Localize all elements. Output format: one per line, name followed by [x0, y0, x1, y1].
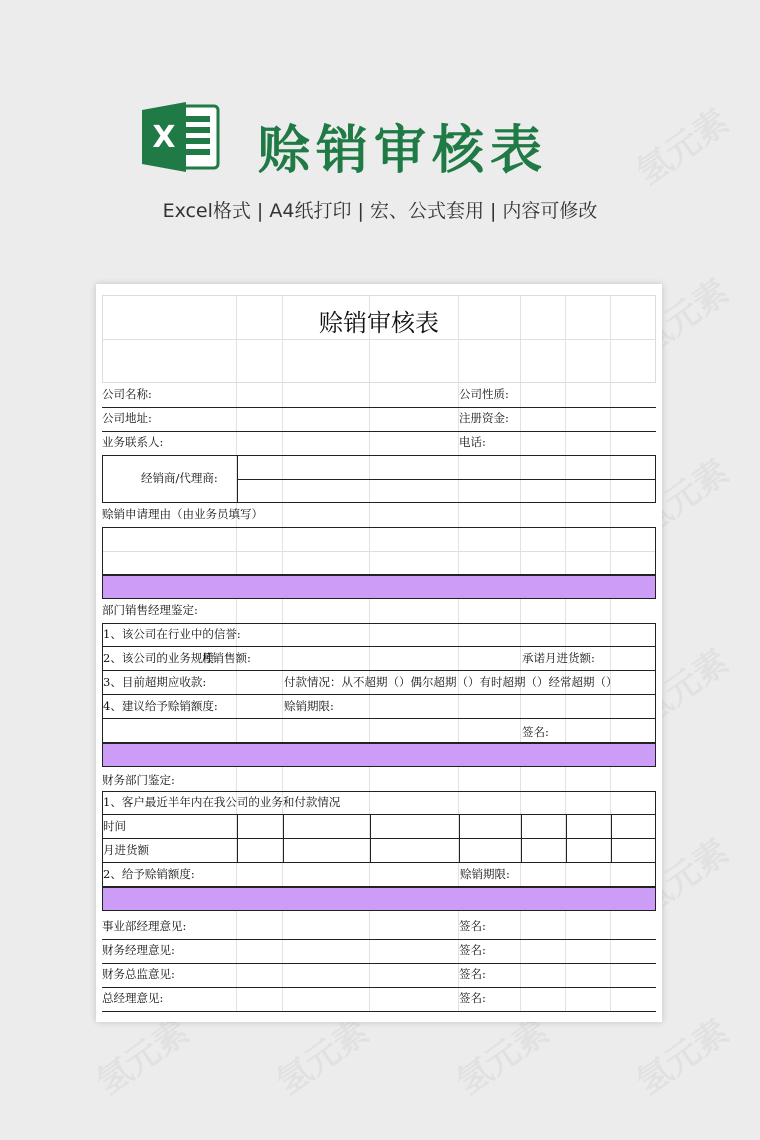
dealer-block: [102, 455, 656, 503]
payment-status-label: 付款情况：从不超期（）偶尔超期（）有时超期（）经常超期（）: [284, 675, 618, 689]
row-finance: [102, 767, 656, 791]
month-stock-label: 月进货额: [103, 843, 149, 857]
monthly-sales-label: 月销售额:: [201, 651, 251, 665]
credit-term-label-2: 赊销期限:: [460, 867, 510, 881]
q1-label: 1、该公司在行业中的信誉:: [103, 627, 241, 641]
company-address-label: 公司地址:: [102, 411, 152, 425]
row-gm: [102, 987, 656, 1012]
row-f2: [102, 863, 656, 887]
row-month-stock: [102, 839, 656, 863]
reason-box: [102, 527, 656, 575]
form-title: 赊销审核表: [319, 309, 439, 337]
spreadsheet-preview: [96, 284, 662, 1022]
time-label: 时间: [103, 819, 126, 833]
company-type-label: 公司性质:: [459, 387, 509, 401]
gm-label: 总经理意见:: [102, 991, 164, 1005]
phone-label: 电话:: [459, 435, 486, 449]
sign-label-2: 签名:: [459, 919, 486, 933]
row-fin-manager: [102, 939, 656, 964]
section-band-2: [102, 743, 656, 767]
row-reason: [102, 503, 656, 528]
row-company-address: [102, 407, 656, 432]
row-company-name: [102, 383, 656, 408]
row-fin-director: [102, 963, 656, 988]
sign-label-1: 签名:: [522, 725, 549, 739]
row-q1: [102, 623, 656, 647]
f1-label: 1、客户最近半年内在我公司的业务和付款情况: [103, 795, 341, 809]
f2-label: 2、给予赊销额度:: [103, 867, 195, 881]
row-sales-manager: [102, 599, 656, 624]
row-f1: [102, 791, 656, 815]
finance-dept-label: 财务部门鉴定:: [102, 773, 175, 787]
section-band-1: [102, 575, 656, 599]
feature-subtitle: Excel格式 | A4纸打印 | 宏、公式套用 | 内容可修改: [162, 200, 598, 222]
row-q2: [102, 647, 656, 671]
registered-capital-label: 注册资金:: [459, 411, 509, 425]
row-contact: [102, 431, 656, 456]
row-q3: [102, 671, 656, 695]
credit-term-label: 赊销期限:: [284, 699, 334, 713]
business-contact-label: 业务联系人:: [102, 435, 164, 449]
q3-label: 3、目前超期应收款:: [103, 675, 207, 689]
row-time: [102, 815, 656, 839]
monthly-stock-label: 承诺月进货额:: [522, 651, 595, 665]
fin-director-label: 财务总监意见:: [102, 967, 175, 981]
biz-manager-label: 事业部经理意见:: [102, 919, 187, 933]
sales-manager-label: 部门销售经理鉴定:: [102, 603, 198, 617]
row-biz-manager: [102, 915, 656, 940]
sign-label-5: 签名:: [459, 991, 486, 1005]
row-sign-1: [102, 719, 656, 743]
q2-label: 2、该公司的业务规模: [103, 651, 214, 665]
reason-label: 赊销申请理由（由业务员填写）: [102, 507, 263, 521]
section-band-3: [102, 887, 656, 911]
fin-manager-label: 财务经理意见:: [102, 943, 175, 957]
row-q4: [102, 695, 656, 719]
sign-label-4: 签名:: [459, 967, 486, 981]
dealer-label: 经销商/代理商:: [141, 471, 218, 485]
excel-logo-icon: [140, 100, 220, 174]
company-name-label: 公司名称:: [102, 387, 152, 401]
q4-label: 4、建议给予赊销额度:: [103, 699, 218, 713]
credit-review-form: [102, 295, 656, 1011]
page-title: 赊销审核表: [258, 121, 549, 181]
sign-label-3: 签名:: [459, 943, 486, 957]
logo-letter: X: [152, 120, 176, 155]
